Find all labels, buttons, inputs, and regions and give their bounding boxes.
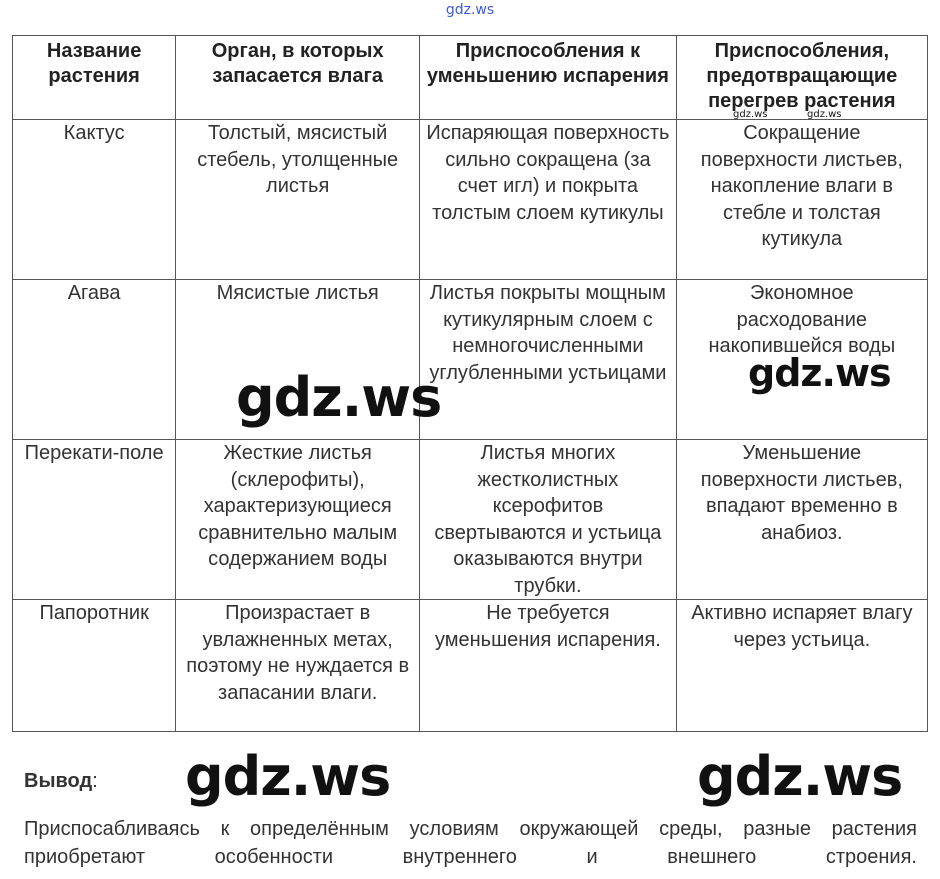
header-water-organ: Орган, в которых запасается влага — [176, 36, 420, 120]
watermark-big: gdz.ws — [748, 351, 891, 395]
table-header-row — [13, 36, 928, 120]
table-cell: Не требуется уменьшения испарения. — [420, 600, 677, 732]
table-cell: Уменьшение поверхности листьев, впадают временно в анабиоз. — [676, 440, 927, 600]
table-cell: Папоротник — [13, 600, 176, 732]
table-row — [13, 120, 928, 280]
table-cell: Жесткие листья (склерофиты), характеризующиеся сравнительно малым содержанием воды — [176, 440, 420, 600]
watermark-big: gdz.ws — [236, 366, 442, 429]
table-row — [13, 440, 928, 600]
table-cell: Активно испаряет влагу через устьица. — [676, 600, 927, 732]
watermark-big: gdz.ws — [697, 745, 903, 808]
table-cell: Перекати-поле — [13, 440, 176, 600]
table-cell: Мясистые листья — [176, 280, 420, 440]
watermark-small: gdz.ws — [807, 109, 842, 120]
table-cell: Испаряющая поверхность сильно сокращена (за счет игл) и покрыта толстым слоем кутикулы — [420, 120, 677, 280]
conclusion-colon: : — [92, 770, 98, 792]
watermark-small: gdz.ws — [733, 109, 768, 120]
table-cell: Листья покрыты мощным кутикулярным слоем с немногочисленными углубленными устьицами — [420, 280, 677, 440]
table-cell: Листья многих жестколистных ксерофитов свертываются и устьица оказываются внутри трубки. — [420, 440, 677, 600]
header-evaporation-adaptations: Приспособления к уменьшению испарения — [420, 36, 677, 120]
conclusion-text: Приспосабливаясь к определённым условиям окружающей среды, разные растения приобретают особенности внутреннего и внешнего строения. — [24, 818, 917, 868]
conclusion-heading — [24, 770, 98, 793]
table-cell: Произрастает в увлажненных метах, поэтому не нуждается в запасании влаги. — [176, 600, 420, 732]
conclusion-title: Вывод — [24, 770, 93, 792]
header-plant-name: Название растения — [13, 36, 176, 120]
watermark-top: gdz.ws — [445, 2, 495, 18]
table-cell: Сокращение поверхности листьев, накопление влаги в стебле и толстая кутикула — [676, 120, 927, 280]
table-cell: Толстый, мясистый стебель, утолщенные листья — [176, 120, 420, 280]
table-cell: Кактус — [13, 120, 176, 280]
table-cell: Экономное расходование накопившейся воды — [676, 280, 927, 440]
header-overheating-adaptations: Приспособления, предотвращающие перегрев растения — [676, 36, 927, 120]
watermark-big: gdz.ws — [185, 745, 391, 808]
table-row — [13, 600, 928, 732]
table-cell: Агава — [13, 280, 176, 440]
